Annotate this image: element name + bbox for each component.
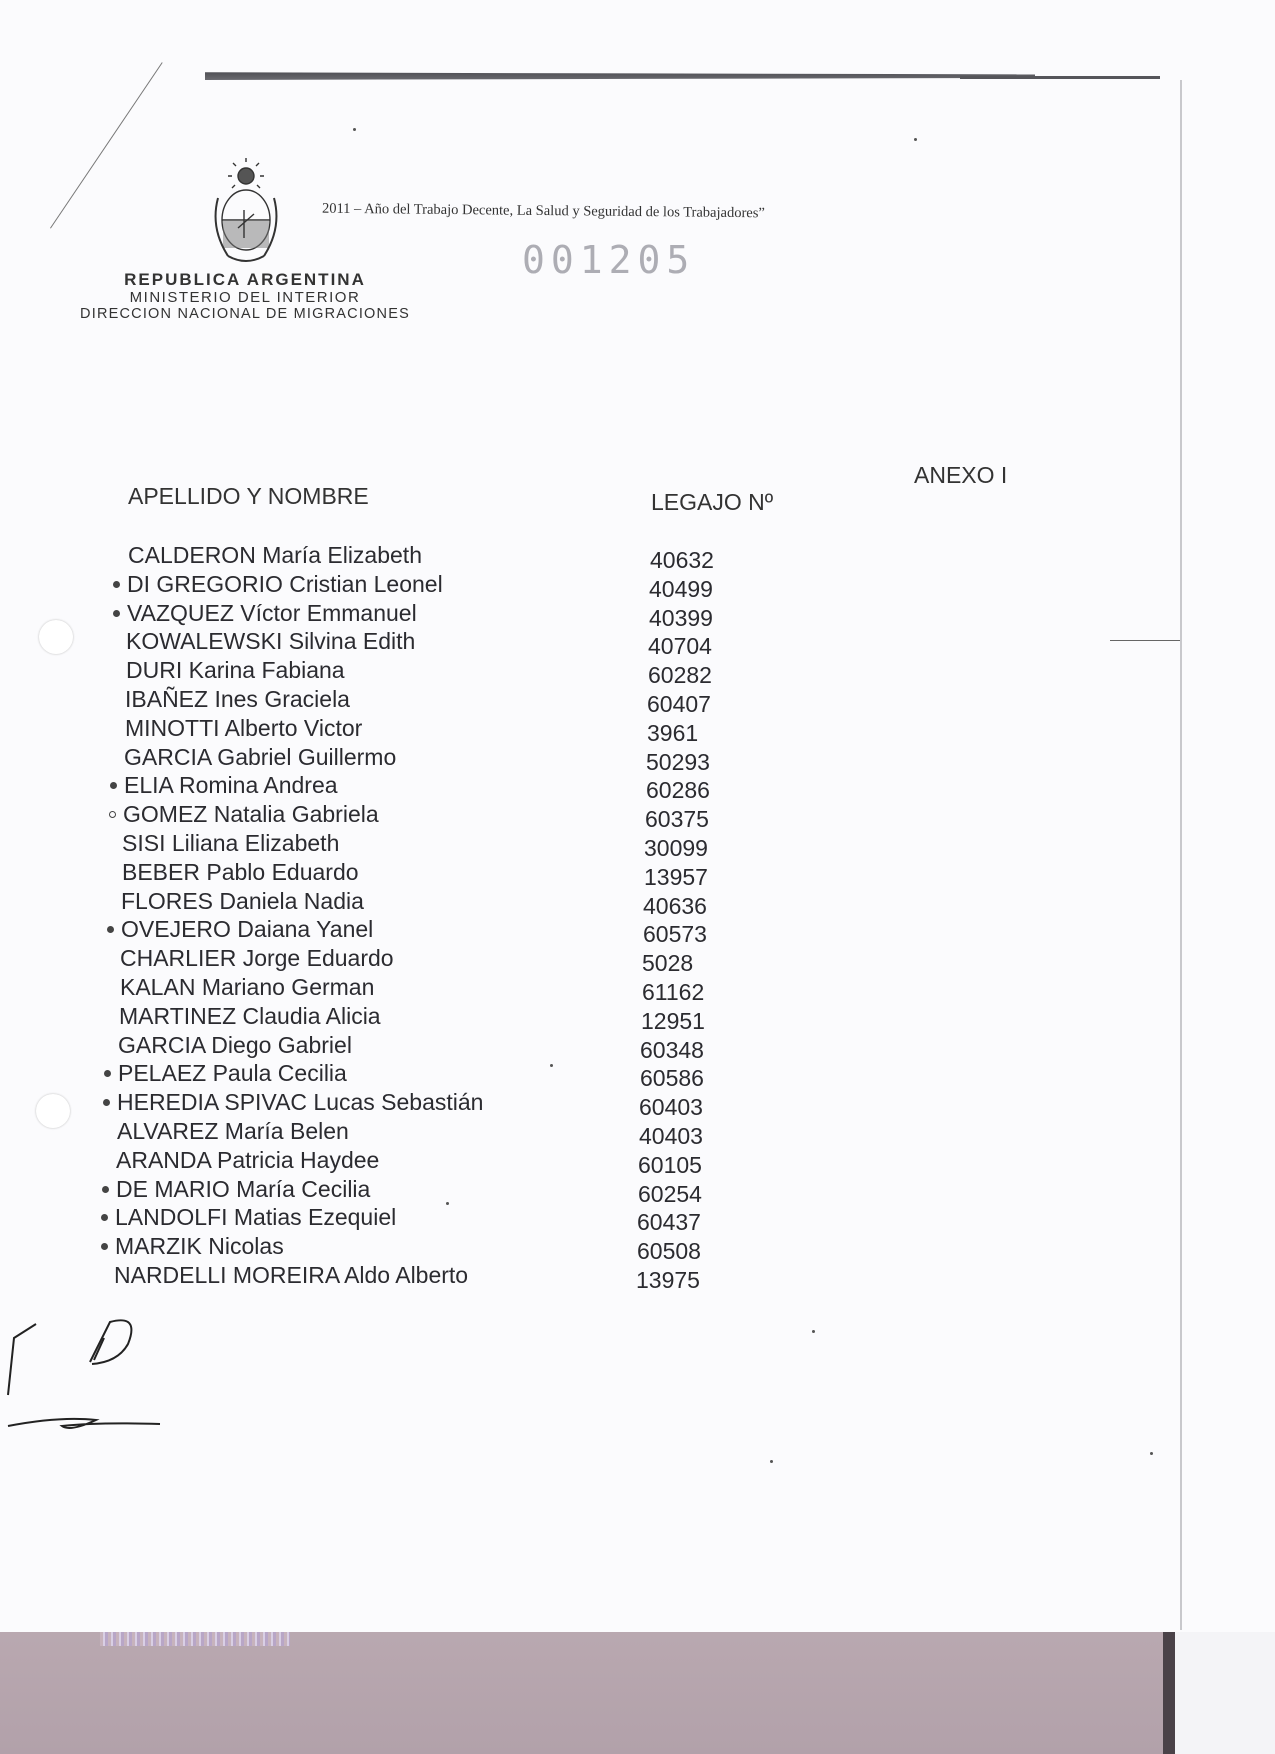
scan-artifact-line — [960, 76, 1160, 79]
punch-hole — [39, 620, 73, 654]
list-item — [121, 887, 821, 919]
employee-name: KOWALEWSKI Silvina Edith — [126, 628, 416, 655]
scan-speck — [446, 1202, 449, 1205]
employee-legajo: 60375 — [645, 806, 709, 833]
employee-legajo: 5028 — [642, 950, 694, 977]
employee-name: CHARLIER Jorge Eduardo — [120, 945, 394, 972]
employee-legajo: 40399 — [649, 604, 713, 631]
employee-name: MARZIK Nicolas — [115, 1233, 284, 1260]
employee-legajo: 40704 — [648, 633, 712, 660]
employee-legajo: 60508 — [637, 1238, 701, 1265]
employee-name: GOMEZ Natalia Gabriela — [123, 801, 379, 828]
check-mark-icon — [101, 1214, 108, 1221]
check-mark-icon — [110, 782, 117, 789]
list-item — [118, 1060, 818, 1092]
employee-name: PELAEZ Paula Cecilia — [118, 1060, 347, 1087]
scan-artifact-bar — [205, 66, 1035, 80]
directorate-name: DIRECCION NACIONAL DE MIGRACIONES — [80, 306, 410, 322]
list-item — [115, 1204, 815, 1236]
check-mark-icon — [107, 926, 114, 933]
page-edge — [1180, 80, 1182, 1630]
employee-legajo: 40499 — [649, 575, 713, 602]
employee-legajo: 3961 — [647, 719, 699, 746]
institution-header — [30, 270, 460, 323]
employee-name: MINOTTI Alberto Victor — [125, 714, 363, 741]
list-item — [126, 657, 826, 689]
employee-name: BEBER Pablo Eduardo — [122, 858, 359, 885]
list-item — [119, 1002, 819, 1034]
scan-speck — [353, 128, 356, 131]
country-name: REPUBLICA ARGENTINA — [124, 270, 366, 289]
employee-legajo: 60586 — [640, 1065, 704, 1092]
employee-name: GARCIA Gabriel Guillermo — [124, 743, 397, 770]
coat-of-arms-icon — [208, 158, 284, 268]
employee-legajo: 60282 — [648, 662, 712, 689]
list-item — [126, 628, 826, 660]
scan-speck — [1150, 1452, 1153, 1455]
employee-legajo: 30099 — [644, 835, 708, 861]
list-item — [122, 830, 822, 861]
list-item — [122, 858, 822, 890]
employee-legajo: 12951 — [641, 1007, 705, 1034]
list-item — [127, 599, 827, 631]
list-item — [118, 1031, 818, 1063]
scan-speck — [914, 138, 917, 141]
list-item — [128, 542, 828, 573]
list-item — [127, 570, 827, 602]
employee-legajo: 60573 — [643, 921, 707, 948]
list-item — [124, 772, 824, 804]
check-mark-icon — [102, 1186, 109, 1193]
employee-name: KALAN Mariano German — [120, 974, 375, 1000]
employee-name: DI GREGORIO Cristian Leonel — [127, 570, 443, 597]
employee-legajo: 60437 — [637, 1209, 701, 1236]
employee-name: CALDERON María Elizabeth — [128, 542, 422, 568]
employee-name: VAZQUEZ Víctor Emmanuel — [127, 599, 417, 626]
employee-name: LANDOLFI Matias Ezequiel — [115, 1204, 397, 1231]
annex-label: ANEXO I — [914, 462, 1008, 488]
employee-legajo: 40636 — [643, 892, 707, 919]
employee-name: ALVAREZ María Belen — [117, 1118, 349, 1144]
employee-legajo: 60286 — [646, 777, 710, 804]
list-item — [116, 1146, 816, 1178]
list-item — [116, 1175, 816, 1207]
list-item — [125, 686, 825, 717]
list-item — [115, 1233, 815, 1265]
list-item — [114, 1262, 814, 1293]
employee-legajo: 61162 — [642, 979, 705, 1005]
list-item — [117, 1089, 817, 1121]
employee-legajo: 60254 — [638, 1180, 702, 1207]
check-mark-icon — [113, 610, 120, 617]
punch-hole — [36, 1094, 70, 1128]
scan-edge — [1163, 1632, 1175, 1754]
employee-name: NARDELLI MOREIRA Aldo Alberto — [114, 1262, 469, 1288]
employee-legajo: 13975 — [636, 1267, 700, 1293]
list-item — [117, 1118, 817, 1149]
scan-edge — [1175, 1632, 1275, 1754]
ministry-name: MINISTERIO DEL INTERIOR — [129, 289, 361, 306]
scan-speck — [550, 1064, 553, 1067]
stamp-number: 001205 — [522, 238, 696, 282]
column-header-legajo: LEGAJO Nº — [651, 489, 774, 515]
scan-speck — [770, 1460, 773, 1463]
employee-legajo: 50293 — [646, 748, 710, 775]
check-mark-icon — [113, 581, 120, 588]
list-item — [120, 974, 820, 1005]
employee-legajo: 60105 — [638, 1151, 702, 1178]
employee-name: ELIA Romina Andrea — [124, 772, 338, 799]
employee-legajo: 40403 — [639, 1123, 703, 1149]
list-item — [120, 945, 820, 977]
check-mark-icon — [101, 1243, 108, 1250]
scan-noise — [100, 1632, 290, 1646]
scanner-bed-band — [0, 1632, 1275, 1754]
motto-text: 2011 – Año del Trabajo Decente, La Salud y Seguridad de los Trabajadores” — [321, 200, 765, 222]
employee-name: HEREDIA SPIVAC Lucas Sebastián — [117, 1089, 484, 1116]
employee-name: ARANDA Patricia Haydee — [116, 1146, 380, 1173]
employee-legajo: 60407 — [647, 691, 711, 717]
employee-legajo: 60403 — [639, 1094, 703, 1121]
check-mark-icon — [109, 811, 116, 818]
scan-artifact-diagonal — [50, 62, 163, 228]
employee-legajo: 40632 — [650, 547, 714, 573]
column-header-name: APELLIDO Y NOMBRE — [128, 483, 369, 509]
employee-name: GARCIA Diego Gabriel — [118, 1031, 352, 1058]
list-item — [124, 743, 824, 775]
employee-name: MARTINEZ Claudia Alicia — [119, 1002, 381, 1029]
signature-mark — [0, 1300, 180, 1440]
employee-name: IBAÑEZ Ines Graciela — [125, 686, 350, 712]
list-item — [123, 801, 823, 833]
employee-name: FLORES Daniela Nadia — [121, 887, 364, 914]
list-item — [121, 916, 821, 948]
employee-name: SISI Liliana Elizabeth — [122, 830, 340, 856]
scan-artifact-line — [1110, 640, 1180, 641]
list-item — [125, 714, 825, 746]
check-mark-icon — [103, 1099, 110, 1106]
employee-name: DE MARIO María Cecilia — [116, 1175, 371, 1202]
employee-name: OVEJERO Daiana Yanel — [121, 916, 374, 943]
check-mark-icon — [104, 1070, 111, 1077]
scan-speck — [812, 1330, 815, 1333]
employee-legajo: 60348 — [640, 1036, 704, 1063]
employee-name: DURI Karina Fabiana — [126, 657, 345, 684]
employee-legajo: 13957 — [644, 863, 708, 890]
